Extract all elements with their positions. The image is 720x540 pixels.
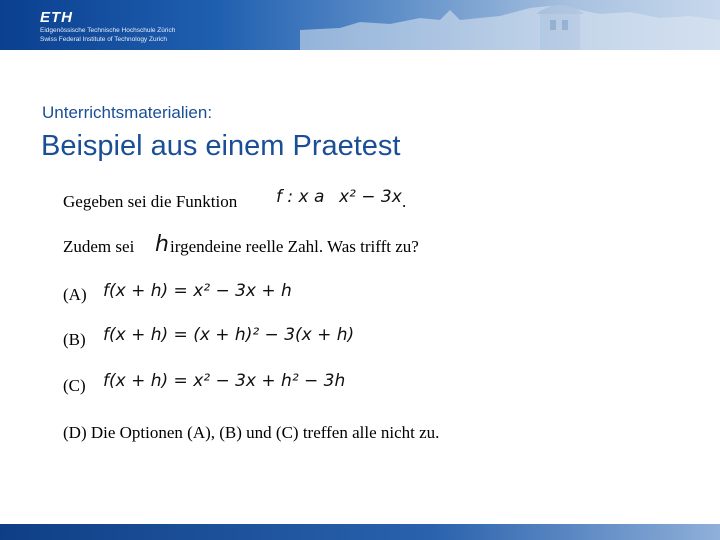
eth-logo: ETH (40, 9, 73, 26)
option-a-label: (A) (63, 285, 87, 304)
also-prefix: Zudem sei (63, 237, 135, 256)
institution-name-en: Swiss Federal Institute of Technology Zurich (40, 36, 168, 43)
given-formula-rhs: x² − 3x (339, 187, 402, 207)
slide-subtitle: Unterrichtsmaterialien: (42, 103, 213, 122)
option-a-formula: f(x + h) = x² − 3x + h (103, 281, 292, 301)
option-c-formula: f(x + h) = x² − 3x + h² − 3h (103, 371, 346, 391)
also-suffix: irgendeine reelle Zahl. Was trifft zu? (170, 237, 419, 256)
given-formula-map: f : x a (276, 187, 325, 207)
footer-bar (0, 524, 720, 540)
institution-name-de: Eidgenössische Technische Hochschule Zürich (40, 27, 176, 34)
building-silhouette (300, 0, 720, 50)
option-d-text: (D) Die Optionen (A), (B) und (C) treffen alle nicht zu. (63, 423, 440, 442)
given-period: . (402, 192, 407, 211)
option-b-label: (B) (63, 330, 86, 349)
slide-title: Beispiel aus einem Praetest (41, 130, 401, 162)
header-banner (0, 0, 720, 50)
also-variable: h (155, 232, 169, 257)
option-b-formula: f(x + h) = (x + h)² − 3(x + h) (103, 325, 355, 345)
option-c-label: (C) (63, 376, 86, 395)
given-label: Gegeben sei die Funktion (63, 192, 238, 211)
